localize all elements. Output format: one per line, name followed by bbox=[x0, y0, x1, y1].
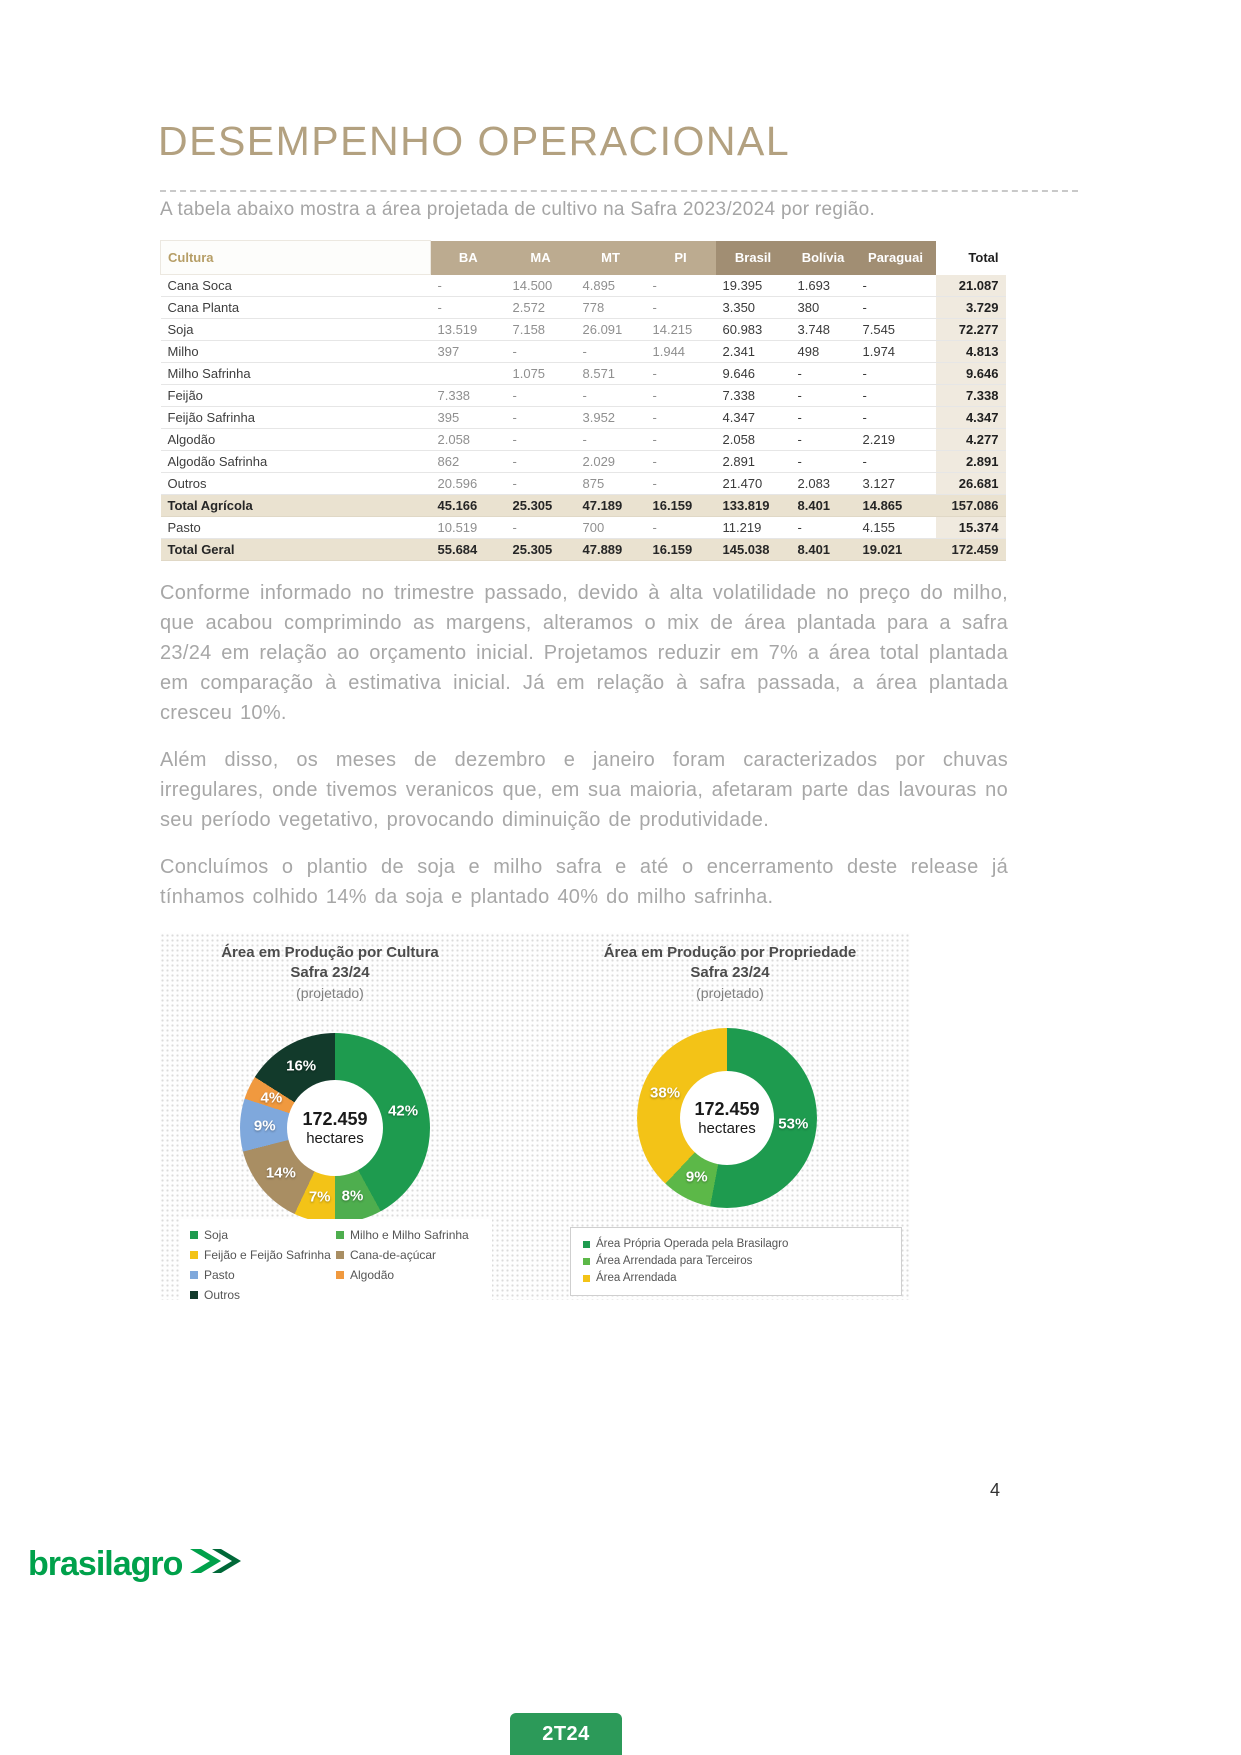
table-row bbox=[161, 363, 1006, 385]
legend-item bbox=[190, 1245, 336, 1265]
donut-percent-label: 53% bbox=[778, 1115, 809, 1133]
row-label-cell: Pasto bbox=[161, 517, 431, 539]
row-label-cell: Algodão Safrinha bbox=[161, 451, 431, 473]
value-cell: 47.889 bbox=[576, 539, 646, 561]
value-cell: 4.347 bbox=[716, 407, 791, 429]
table-row bbox=[161, 341, 1006, 363]
value-cell: - bbox=[791, 363, 856, 385]
value-cell: 72.277 bbox=[936, 319, 1006, 341]
value-cell: 3.350 bbox=[716, 297, 791, 319]
charts-panel bbox=[160, 933, 910, 1300]
donut-percent-label: 7% bbox=[308, 1188, 331, 1206]
legend-label: Outros bbox=[204, 1288, 241, 1302]
intro-text: A tabela abaixo mostra a área projetada de cultivo na Safra 2023/2024 por região. bbox=[160, 199, 876, 220]
brasilagro-logo bbox=[28, 1545, 242, 1584]
legend-marker-feijao bbox=[190, 1251, 198, 1259]
value-cell: 14.865 bbox=[856, 495, 936, 517]
chart-note: (projetado) bbox=[696, 985, 764, 1001]
chart-note: (projetado) bbox=[296, 985, 364, 1001]
logo-swoosh-icon bbox=[188, 1546, 242, 1576]
chart-title-cultura bbox=[170, 943, 490, 1003]
legend-propriedade bbox=[570, 1227, 902, 1296]
value-cell: 14.215 bbox=[646, 319, 716, 341]
value-cell: 26.681 bbox=[936, 473, 1006, 495]
value-cell: - bbox=[646, 297, 716, 319]
column-header: Brasil bbox=[716, 241, 791, 275]
legend-marker-algodao bbox=[336, 1271, 344, 1279]
row-label-cell: Milho Safrinha bbox=[161, 363, 431, 385]
value-cell: - bbox=[506, 385, 576, 407]
value-cell: 1.944 bbox=[646, 341, 716, 363]
value-cell: - bbox=[646, 429, 716, 451]
table-row bbox=[161, 539, 1006, 561]
legend-item bbox=[336, 1265, 482, 1285]
value-cell: 7.338 bbox=[936, 385, 1006, 407]
value-cell: 3.748 bbox=[791, 319, 856, 341]
value-cell: 3.729 bbox=[936, 297, 1006, 319]
value-cell: - bbox=[506, 407, 576, 429]
value-cell: - bbox=[856, 275, 936, 297]
value-cell: 133.819 bbox=[716, 495, 791, 517]
value-cell: - bbox=[791, 385, 856, 407]
legend-label: Pasto bbox=[204, 1268, 235, 1282]
row-label-cell: Total Geral bbox=[161, 539, 431, 561]
chart-title-line: Área em Produção por Propriedade bbox=[603, 944, 857, 961]
value-cell: 1.075 bbox=[506, 363, 576, 385]
row-label-cell: Total Agrícola bbox=[161, 495, 431, 517]
value-cell: - bbox=[791, 407, 856, 429]
table-row bbox=[161, 517, 1006, 539]
donut-percent-label: 9% bbox=[685, 1168, 708, 1186]
value-cell: - bbox=[506, 517, 576, 539]
legend-marker-soja bbox=[190, 1231, 198, 1239]
value-cell: 47.189 bbox=[576, 495, 646, 517]
chart-subtitle-line: Safra 23/24 bbox=[690, 964, 770, 981]
legend-marker-milho bbox=[336, 1231, 344, 1239]
column-header: Cultura bbox=[161, 241, 431, 275]
value-cell: 2.083 bbox=[791, 473, 856, 495]
value-cell: 55.684 bbox=[431, 539, 506, 561]
value-cell: 7.158 bbox=[506, 319, 576, 341]
chart-title-line: Área em Produção por Cultura bbox=[221, 944, 439, 961]
legend-label: Área Arrendada para Terceiros bbox=[596, 1255, 753, 1267]
legend-label: Milho e Milho Safrinha bbox=[350, 1228, 469, 1242]
value-cell: 2.058 bbox=[431, 429, 506, 451]
table-row bbox=[161, 451, 1006, 473]
column-header: BA bbox=[431, 241, 506, 275]
value-cell: 1.693 bbox=[791, 275, 856, 297]
table-header-row bbox=[161, 241, 1006, 275]
value-cell: 395 bbox=[431, 407, 506, 429]
donut-percent-label: 14% bbox=[265, 1164, 296, 1182]
chart-title-propriedade bbox=[570, 943, 890, 1003]
brasilagro-logo-text: brasilagro bbox=[28, 1545, 183, 1583]
value-cell: 2.029 bbox=[576, 451, 646, 473]
donut-percent-label: 42% bbox=[388, 1102, 419, 1120]
value-cell: - bbox=[646, 407, 716, 429]
table-row bbox=[161, 385, 1006, 407]
value-cell: 380 bbox=[791, 297, 856, 319]
value-cell bbox=[431, 363, 506, 385]
legend-cultura bbox=[180, 1219, 492, 1311]
row-label-cell: Soja bbox=[161, 319, 431, 341]
value-cell: 4.347 bbox=[936, 407, 1006, 429]
value-cell: 498 bbox=[791, 341, 856, 363]
value-cell: 700 bbox=[576, 517, 646, 539]
value-cell: 145.038 bbox=[716, 539, 791, 561]
column-header: PI bbox=[646, 241, 716, 275]
legend-label: Feijão e Feijão Safrinha bbox=[204, 1248, 331, 1262]
value-cell: - bbox=[856, 407, 936, 429]
value-cell: - bbox=[791, 451, 856, 473]
value-cell: 8.401 bbox=[791, 539, 856, 561]
value-cell: - bbox=[576, 385, 646, 407]
row-label-cell: Feijão bbox=[161, 385, 431, 407]
legend-column bbox=[336, 1225, 482, 1305]
legend-marker-outros bbox=[190, 1291, 198, 1299]
value-cell: - bbox=[856, 363, 936, 385]
legend-label: Área Arrendada bbox=[596, 1272, 677, 1284]
value-cell: 19.395 bbox=[716, 275, 791, 297]
donut-center bbox=[680, 1071, 774, 1165]
donut-percent-label: 8% bbox=[341, 1187, 364, 1205]
value-cell: 19.021 bbox=[856, 539, 936, 561]
value-cell: - bbox=[431, 275, 506, 297]
value-cell: 21.470 bbox=[716, 473, 791, 495]
footer-quarter-tab: 2T24 bbox=[510, 1713, 622, 1755]
donut-chart-cultura bbox=[240, 1033, 430, 1223]
page-title: DESEMPENHO OPERACIONAL bbox=[158, 118, 791, 164]
table-row bbox=[161, 495, 1006, 517]
value-cell: - bbox=[431, 297, 506, 319]
legend-item bbox=[190, 1225, 336, 1245]
legend-item bbox=[336, 1225, 482, 1245]
dashed-separator bbox=[160, 190, 1078, 192]
value-cell: 10.519 bbox=[431, 517, 506, 539]
legend-item bbox=[583, 1236, 889, 1253]
value-cell: 60.983 bbox=[716, 319, 791, 341]
legend-marker-area-propria bbox=[583, 1241, 590, 1248]
value-cell: 4.813 bbox=[936, 341, 1006, 363]
legend-marker-arrendada bbox=[583, 1275, 590, 1282]
value-cell: 8.401 bbox=[791, 495, 856, 517]
table-body bbox=[161, 275, 1006, 561]
value-cell: - bbox=[791, 517, 856, 539]
row-label-cell: Milho bbox=[161, 341, 431, 363]
legend-item bbox=[336, 1245, 482, 1265]
value-cell: - bbox=[646, 275, 716, 297]
value-cell: 2.572 bbox=[506, 297, 576, 319]
value-cell: 2.219 bbox=[856, 429, 936, 451]
value-cell: - bbox=[856, 451, 936, 473]
paragraph: Conforme informado no trimestre passado, devido à alta volatilidade no preço do milho, que acabou comprimindo as margens, alteramos o mix de área plantada para a safra 23/24 em relação ao orçamento inicial. Projetamos reduzir em 7% a área total plantada em comparação à estimativa inicial. Já em relação à safra passada, a área plantada cresceu 10%. bbox=[160, 582, 1008, 724]
value-cell: 25.305 bbox=[506, 495, 576, 517]
value-cell: - bbox=[646, 363, 716, 385]
table-row bbox=[161, 275, 1006, 297]
value-cell: 45.166 bbox=[431, 495, 506, 517]
value-cell: 397 bbox=[431, 341, 506, 363]
value-cell: - bbox=[856, 385, 936, 407]
row-label-cell: Algodão bbox=[161, 429, 431, 451]
value-cell: - bbox=[856, 297, 936, 319]
value-cell: 25.305 bbox=[506, 539, 576, 561]
value-cell: - bbox=[506, 429, 576, 451]
row-label-cell: Cana Soca bbox=[161, 275, 431, 297]
legend-item bbox=[583, 1253, 889, 1270]
table-row bbox=[161, 407, 1006, 429]
value-cell: 4.155 bbox=[856, 517, 936, 539]
donut-percent-label: 9% bbox=[253, 1117, 276, 1135]
donut-center-value: 172.459 bbox=[302, 1109, 368, 1129]
donut-percent-label: 38% bbox=[650, 1084, 681, 1102]
row-label-cell: Outros bbox=[161, 473, 431, 495]
value-cell: 8.571 bbox=[576, 363, 646, 385]
column-header: Total bbox=[936, 241, 1006, 275]
value-cell: 3.127 bbox=[856, 473, 936, 495]
value-cell: 172.459 bbox=[936, 539, 1006, 561]
value-cell: 1.974 bbox=[856, 341, 936, 363]
column-header: Bolívia bbox=[791, 241, 856, 275]
paragraph: Concluímos o plantio de soja e milho safra e até o encerramento deste release já tínhamos colhido 14% da soja e plantado 40% do milho safrinha. bbox=[160, 856, 1008, 908]
value-cell: - bbox=[646, 451, 716, 473]
chart-subtitle-line: Safra 23/24 bbox=[290, 964, 370, 981]
table-row bbox=[161, 319, 1006, 341]
table-row bbox=[161, 429, 1006, 451]
value-cell: 9.646 bbox=[936, 363, 1006, 385]
row-label-cell: Cana Planta bbox=[161, 297, 431, 319]
donut-center bbox=[287, 1080, 383, 1176]
column-header: MT bbox=[576, 241, 646, 275]
value-cell: 7.338 bbox=[431, 385, 506, 407]
donut-percent-label: 4% bbox=[260, 1089, 283, 1107]
value-cell: 20.596 bbox=[431, 473, 506, 495]
value-cell: - bbox=[646, 385, 716, 407]
legend-marker-pasto bbox=[190, 1271, 198, 1279]
value-cell: 2.058 bbox=[716, 429, 791, 451]
value-cell: 2.341 bbox=[716, 341, 791, 363]
value-cell: 15.374 bbox=[936, 517, 1006, 539]
paragraph: Além disso, os meses de dezembro e janeiro foram caracterizados por chuvas irregulares, onde tivemos veranicos que, em sua maioria, afetaram parte das lavouras no seu período vegetativo, provocando diminuição de produtividade. bbox=[160, 749, 1008, 831]
value-cell: 7.338 bbox=[716, 385, 791, 407]
value-cell: - bbox=[576, 429, 646, 451]
value-cell: 9.646 bbox=[716, 363, 791, 385]
value-cell: - bbox=[506, 451, 576, 473]
value-cell: - bbox=[506, 341, 576, 363]
column-header: MA bbox=[506, 241, 576, 275]
value-cell: 2.891 bbox=[936, 451, 1006, 473]
donut-center-label: hectares bbox=[698, 1120, 756, 1137]
value-cell: - bbox=[791, 429, 856, 451]
legend-label: Algodão bbox=[350, 1268, 395, 1282]
legend-item bbox=[190, 1285, 336, 1305]
legend-marker-arrendada-terceiros bbox=[583, 1258, 590, 1265]
value-cell: 4.277 bbox=[936, 429, 1006, 451]
value-cell: - bbox=[646, 473, 716, 495]
value-cell: 16.159 bbox=[646, 495, 716, 517]
page-number: 4 bbox=[990, 1480, 1001, 1500]
table-row bbox=[161, 473, 1006, 495]
value-cell: - bbox=[506, 473, 576, 495]
table-row bbox=[161, 297, 1006, 319]
value-cell: 16.159 bbox=[646, 539, 716, 561]
value-cell: 7.545 bbox=[856, 319, 936, 341]
legend-label: Cana-de-açúcar bbox=[350, 1248, 437, 1262]
area-table bbox=[160, 240, 1006, 561]
value-cell: 2.891 bbox=[716, 451, 791, 473]
value-cell: 21.087 bbox=[936, 275, 1006, 297]
value-cell: 875 bbox=[576, 473, 646, 495]
value-cell: 4.895 bbox=[576, 275, 646, 297]
value-cell: - bbox=[576, 341, 646, 363]
legend-column bbox=[190, 1225, 336, 1305]
value-cell: 862 bbox=[431, 451, 506, 473]
legend-item bbox=[583, 1270, 889, 1287]
row-label-cell: Feijão Safrinha bbox=[161, 407, 431, 429]
value-cell: 14.500 bbox=[506, 275, 576, 297]
donut-center-value: 172.459 bbox=[694, 1099, 760, 1119]
donut-percent-label: 16% bbox=[286, 1057, 317, 1075]
donut-chart-propriedade bbox=[637, 1028, 817, 1208]
legend-label: Área Própria Operada pela Brasilagro bbox=[596, 1238, 789, 1250]
column-header: Paraguai bbox=[856, 241, 936, 275]
value-cell: 157.086 bbox=[936, 495, 1006, 517]
legend-item bbox=[190, 1265, 336, 1285]
value-cell: 3.952 bbox=[576, 407, 646, 429]
value-cell: 13.519 bbox=[431, 319, 506, 341]
donut-center-label: hectares bbox=[306, 1130, 364, 1147]
value-cell: 778 bbox=[576, 297, 646, 319]
legend-marker-cana bbox=[336, 1251, 344, 1259]
body-copy bbox=[160, 578, 1008, 929]
value-cell: 11.219 bbox=[716, 517, 791, 539]
legend-label: Soja bbox=[204, 1228, 229, 1242]
value-cell: - bbox=[646, 517, 716, 539]
value-cell: 26.091 bbox=[576, 319, 646, 341]
